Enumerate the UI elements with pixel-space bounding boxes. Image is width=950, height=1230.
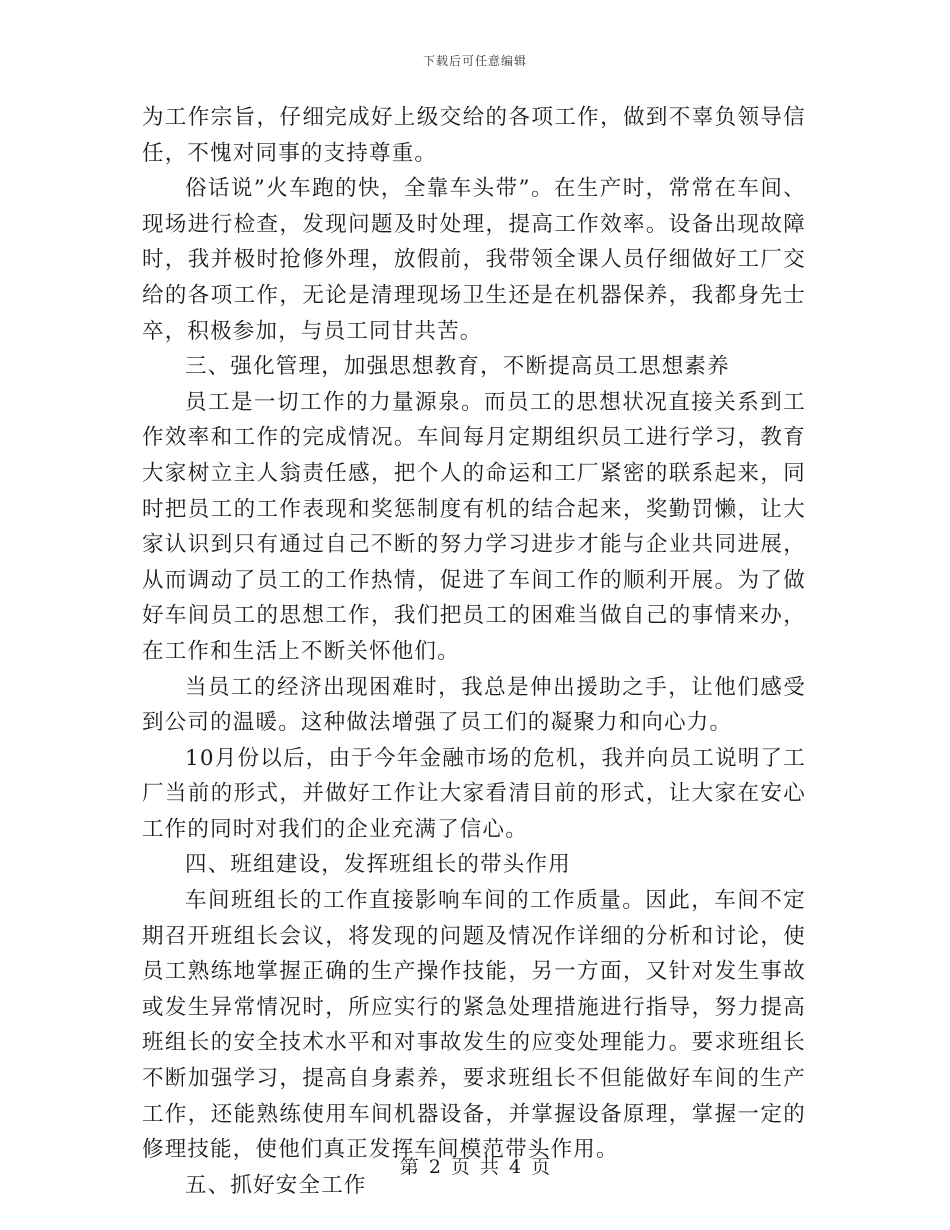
paragraph: 10月份以后，由于今年金融市场的危机，我并向员工说明了工厂当前的形式，并做好工作让大家看清目前的形式，让大家在安心工作的同时对我们的企业充满了信心。 xyxy=(142,745,806,842)
section-heading-5: 五、抓好安全工作 xyxy=(185,1172,367,1198)
paragraph: 车间班组长的工作直接影响车间的工作质量。因此，车间不定期召开班组长会议，将发现的问题及情况作详细的分析和讨论，使员工熟练地掌握正确的生产操作技能，另一方面，又针对发生事故或发生异常情况时，所应实行的紧急处理措施进行指导，努力提高班组长的安全技术水平和对事故发生的应变处理能力。要求班组长不断加强学习，提高自身素养，要求班组长不但能做好车间的生产工作，还能熟练使用车间机器设备，并掌握设备原理，掌握一定的修理技能，使他们真正发挥车间模范带头作用。 xyxy=(142,888,806,1163)
paragraph: 俗话说”火车跑的快，全靠车头带”。在生产时，常常在车间、现场进行检查，发现问题及时处理，提高工作效率。设备出现故障时，我并极时抢修外理，放假前，我带领全课人员仔细做好工厂交给的各项工作，无论是清理现场卫生还是在机器保养，我都身先士卒，积极参加，与员工同甘共苦。 xyxy=(142,176,806,344)
current-page-number: 2 xyxy=(428,1156,441,1178)
section-heading-4: 四、班组建设，发挥班组长的带头作用 xyxy=(185,852,571,878)
document-body xyxy=(142,100,806,1203)
paragraph: 员工是一切工作的力量源泉。而员工的思想状况直接关系到工作效率和工作的完成情况。车间每月定期组织员工进行学习，教育大家树立主人翁责任感，把个人的命运和工厂紧密的联系起来，同时把员工的工作表现和奖惩制度有机的结合起来，奖勤罚懒，让大家认识到只有通过自己不断的努力学习进步才能与企业共同进展，从而调动了员工的工作热情，促进了车间工作的顺利开展。为了做好车间员工的思想工作，我们把员工的困难当做自己的事情来办，在工作和生活上不断关怀他们。 xyxy=(142,389,806,664)
page-header: 下载后可任意编辑 xyxy=(422,54,527,68)
total-pages-number: 4 xyxy=(509,1156,522,1178)
page-footer xyxy=(0,1152,950,1179)
section-heading-3: 三、强化管理，加强思想教育，不断提高员工思想素养 xyxy=(185,354,730,380)
paragraph: 当员工的经济出现困难时，我总是伸出援助之手，让他们感受到公司的温暖。这种做法增强了员工们的凝聚力和向心力。 xyxy=(142,674,806,736)
footer-page-unit: 页 xyxy=(450,1156,470,1178)
footer-total-unit: 页 xyxy=(531,1156,551,1178)
footer-total-prefix: 共 xyxy=(480,1156,500,1178)
paragraph-continuation: 为工作宗旨，仔细完成好上级交给的各项工作，做到不辜负领导信任，不愧对同事的支持尊重。 xyxy=(142,105,806,166)
footer-prefix: 第 xyxy=(399,1156,419,1178)
